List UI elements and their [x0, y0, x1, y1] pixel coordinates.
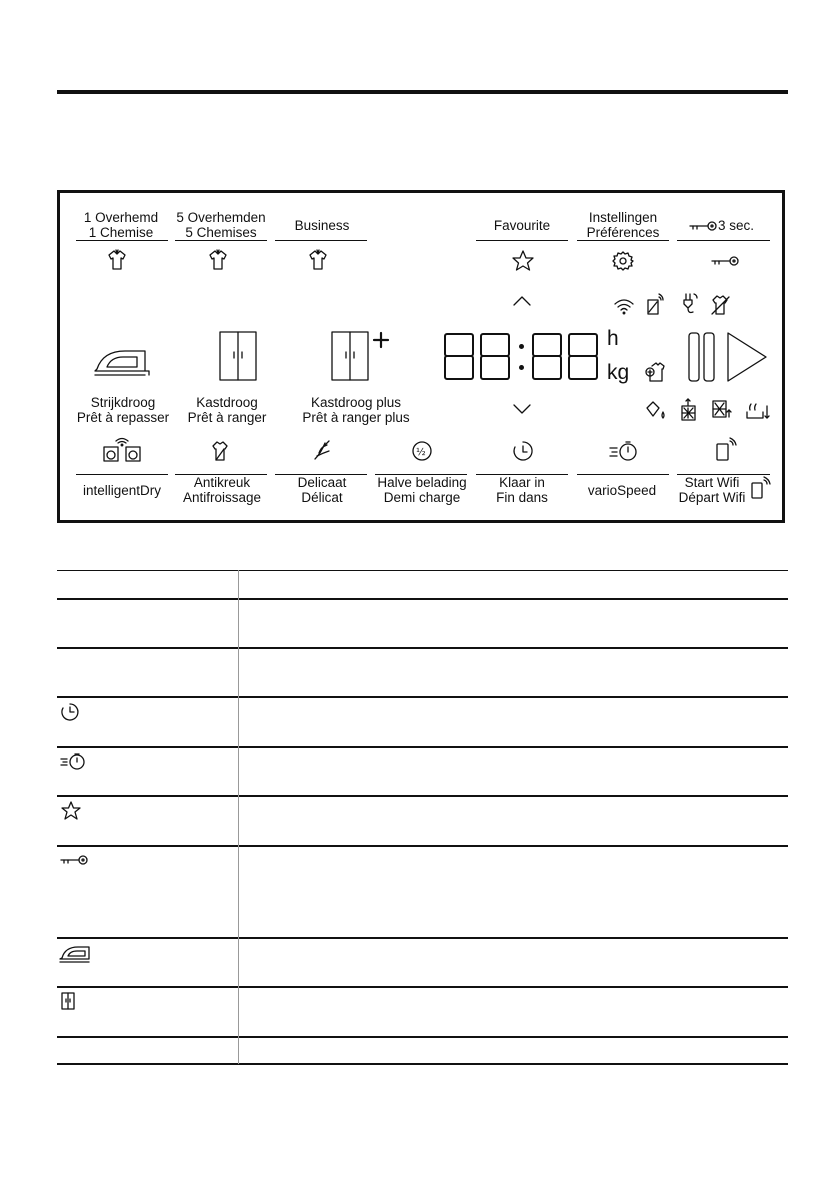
label-iron-dry: Strijkdroog Prêt à repasser [76, 395, 170, 425]
gear-icon [612, 250, 634, 272]
label-cupboard-dry: Kastdroog Prêt à ranger [187, 395, 267, 425]
wardrobe-icon [218, 330, 258, 382]
divider [577, 240, 669, 241]
unit-kg: kg [607, 361, 630, 384]
iron-icon [59, 943, 93, 965]
label-5-shirts: 5 Overhemden 5 Chemises [176, 210, 266, 240]
label-delicate: Delicaat Délicat [297, 475, 347, 505]
shirt-icon [308, 249, 334, 271]
label-favourite: Favourite [493, 218, 551, 233]
remote-start-icon [714, 436, 740, 462]
shirt-icon [208, 249, 234, 271]
key-icon [60, 854, 88, 866]
header-rule [57, 90, 788, 94]
label-vario-speed: varioSpeed [587, 483, 657, 498]
key-icon [711, 255, 739, 267]
divider [76, 474, 168, 475]
delicate-icon [311, 439, 333, 463]
intelligent-dry-icon [102, 437, 142, 463]
label-anticrease: Antikreuk Antifroissage [182, 475, 262, 505]
play-icon [726, 331, 770, 383]
anticrease-icon [210, 440, 232, 462]
wardrobe-plus-icon [330, 330, 392, 382]
key-icon [689, 220, 717, 232]
star-icon [511, 250, 535, 272]
label-cupboard-dry-plus: Kastdroog plus Prêt à ranger plus [302, 395, 410, 425]
divider [677, 240, 770, 241]
vario-speed-icon [609, 440, 639, 462]
water-tank-icon [744, 398, 772, 422]
chevron-down-icon [512, 403, 532, 415]
clock-icon [60, 702, 80, 722]
label-ready-in: Klaar in Fin dans [496, 475, 548, 505]
condenser-water-icon [645, 400, 669, 422]
no-anticrease-icon [710, 294, 732, 316]
label-settings: Instellingen Préférences [586, 210, 660, 240]
add-laundry-icon [644, 360, 670, 384]
svg-text:½: ½ [416, 447, 426, 458]
star-icon [61, 801, 81, 821]
wardrobe-icon [60, 991, 76, 1011]
label-start-wifi: Start Wifi Départ Wifi [678, 475, 746, 505]
divider [577, 474, 669, 475]
vario-speed-icon [60, 752, 90, 772]
divider [175, 240, 267, 241]
iron-icon [93, 345, 153, 381]
divider [76, 240, 168, 241]
label-1-shirt: 1 Overhemd 1 Chemise [83, 210, 159, 240]
filter-clean-icon [710, 398, 736, 422]
divider [476, 240, 568, 241]
unit-hours: h [607, 327, 619, 350]
half-load-icon [411, 440, 433, 462]
shirt-icon [107, 249, 133, 271]
label-business: Business [294, 218, 350, 233]
remote-phone-icon [645, 292, 667, 316]
clock-icon [512, 440, 534, 462]
label-intelligent-dry: intelligentDry [82, 483, 162, 498]
label-half-load: Halve belading Demi charge [377, 475, 467, 505]
divider [275, 240, 367, 241]
label-key-3sec: 3 sec. [718, 218, 755, 233]
fluff-filter-icon [679, 398, 699, 422]
remote-start-icon [750, 475, 774, 501]
chevron-up-icon [512, 295, 532, 307]
plug-icon [680, 292, 700, 316]
wifi-icon [613, 297, 635, 315]
pause-icon [687, 331, 717, 383]
